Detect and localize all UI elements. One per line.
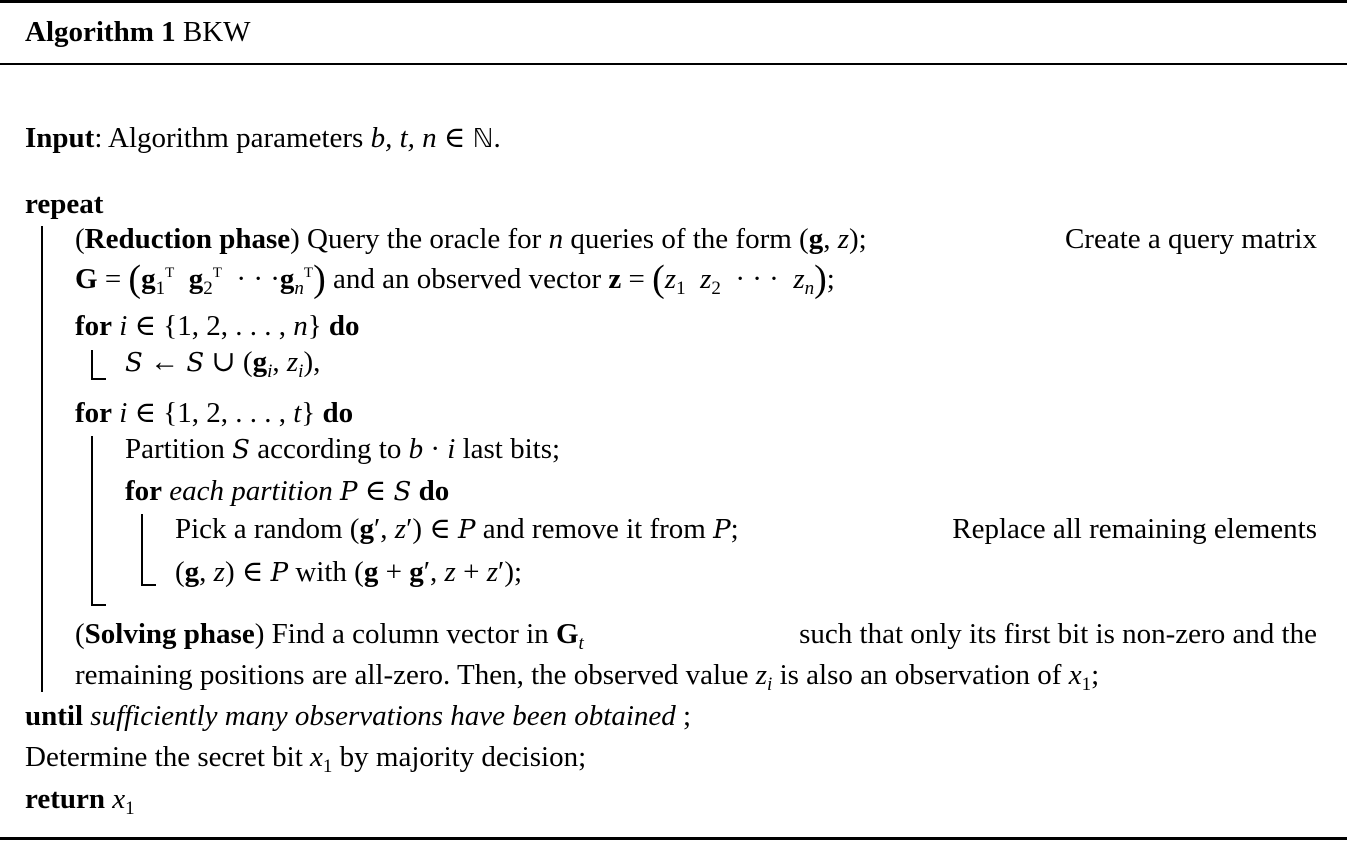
for-loop-1-bar xyxy=(91,350,93,380)
reduction-label: Reduction phase xyxy=(84,223,291,255)
for-loop-2-bar xyxy=(91,436,93,606)
reduction-n: n xyxy=(548,223,564,255)
reduction-text: ) Query the oracle for xyxy=(290,223,549,255)
repeat-keyword: repeat xyxy=(25,188,104,220)
for-loop-1-foot xyxy=(91,378,106,380)
top-rule xyxy=(0,0,1347,3)
do-keyword: do xyxy=(322,397,354,429)
for-loop-3-header: for each partition P ∈ S do xyxy=(125,475,450,507)
reduction-line-2: $G = (g_1^T$ $g_2^T$ · · $\cdot g_n^T$) and an observed vector $z = (z_1$ $z_2$ · · · $z_n$); xyxy=(75,258,835,300)
inner-body-line-1: Pick a random (g′, z′) ∈ P and remove it from P; Replace all remaining elements xyxy=(175,513,1317,545)
inner-for-text: each partition xyxy=(169,475,333,507)
partition-line: Partition S according to b · i last bits; xyxy=(125,433,561,465)
return-keyword: return xyxy=(25,783,106,815)
repeat-keyword-line xyxy=(25,187,103,221)
for-loop-1-body: S ← S ∪ ($g_i$, $z_i$), xyxy=(125,346,321,382)
determine-line: Determine the secret bit $x_1$ by majority decision; xyxy=(25,741,587,777)
algorithm-label: Algorithm 1 xyxy=(25,16,176,48)
until-condition: sufficiently many observations have been obtained xyxy=(90,700,676,732)
solving-rest: such that only its first bit is non-zero and the xyxy=(799,618,1317,650)
pick-text: Pick a random xyxy=(175,513,350,545)
partition-text: Partition xyxy=(125,433,233,465)
algorithm-name: BKW xyxy=(182,16,251,48)
determine-a: Determine the secret bit xyxy=(25,741,311,773)
for-loop-2-foot xyxy=(91,604,106,606)
replace-text: Replace all remaining elements xyxy=(952,513,1317,545)
until-keyword: until xyxy=(25,700,84,732)
do-keyword: do xyxy=(328,310,360,342)
solving-line2-a: remaining positions are all-zero. Then, the observed value xyxy=(75,659,756,691)
determine-b: by majority decision; xyxy=(332,741,587,773)
algorithm-caption xyxy=(25,14,251,50)
input-line xyxy=(25,121,501,156)
for-loop-3-foot xyxy=(141,584,156,586)
reduction-mid: and an observed vector xyxy=(325,263,609,295)
partition-tail: last bits; xyxy=(455,433,561,465)
for-loop-1-header: for i ∈ {1, 2, . . . , n} do xyxy=(75,310,360,342)
solving-line-2: remaining positions are all-zero. Then, the observed value $z_i$ is also an observation of $x_1$; xyxy=(75,659,1100,695)
reduction-rest: queries of the form xyxy=(563,223,800,255)
partition-rest: according to xyxy=(249,433,409,465)
for-keyword: for xyxy=(75,310,113,342)
input-params: b, t, n xyxy=(370,122,437,154)
remove-text: and remove it from xyxy=(475,513,714,545)
for-keyword: for xyxy=(75,397,113,429)
reduction-tail: Create a query matrix xyxy=(1064,223,1317,255)
return-line: return $x_1$ xyxy=(25,783,135,819)
solving-line2-b: is also an observation of xyxy=(772,659,1069,691)
input-keyword: Input xyxy=(25,122,95,154)
solving-text: ) Find a column vector in xyxy=(254,618,556,650)
caption-rule xyxy=(0,63,1347,65)
for-loop-3-bar xyxy=(141,514,143,586)
bottom-rule xyxy=(0,837,1347,840)
input-set: ∈ ℕ. xyxy=(443,122,501,154)
solving-label: Solving phase xyxy=(84,618,255,650)
do-keyword: do xyxy=(418,475,450,507)
solving-line-1: (Solving phase) Find a column vector in $G_t$ such that only its first bit is non-zero and the xyxy=(75,618,1317,654)
for-loop-2-header: for i ∈ {1, 2, . . . , t} do xyxy=(75,397,354,429)
repeat-block-bar xyxy=(41,226,43,692)
with-text: with xyxy=(288,556,355,588)
for-keyword: for xyxy=(125,475,163,507)
inner-body-line-2: (g, z) ∈ P with (g + g′, z + z′); xyxy=(175,556,523,588)
reduction-line-1: (Reduction phase) Query the oracle for n queries of the form (g, z); Create a query matrix xyxy=(75,223,1317,255)
until-line: until sufficiently many observations have been obtained ; xyxy=(25,700,692,732)
input-text: : Algorithm parameters xyxy=(94,122,371,154)
